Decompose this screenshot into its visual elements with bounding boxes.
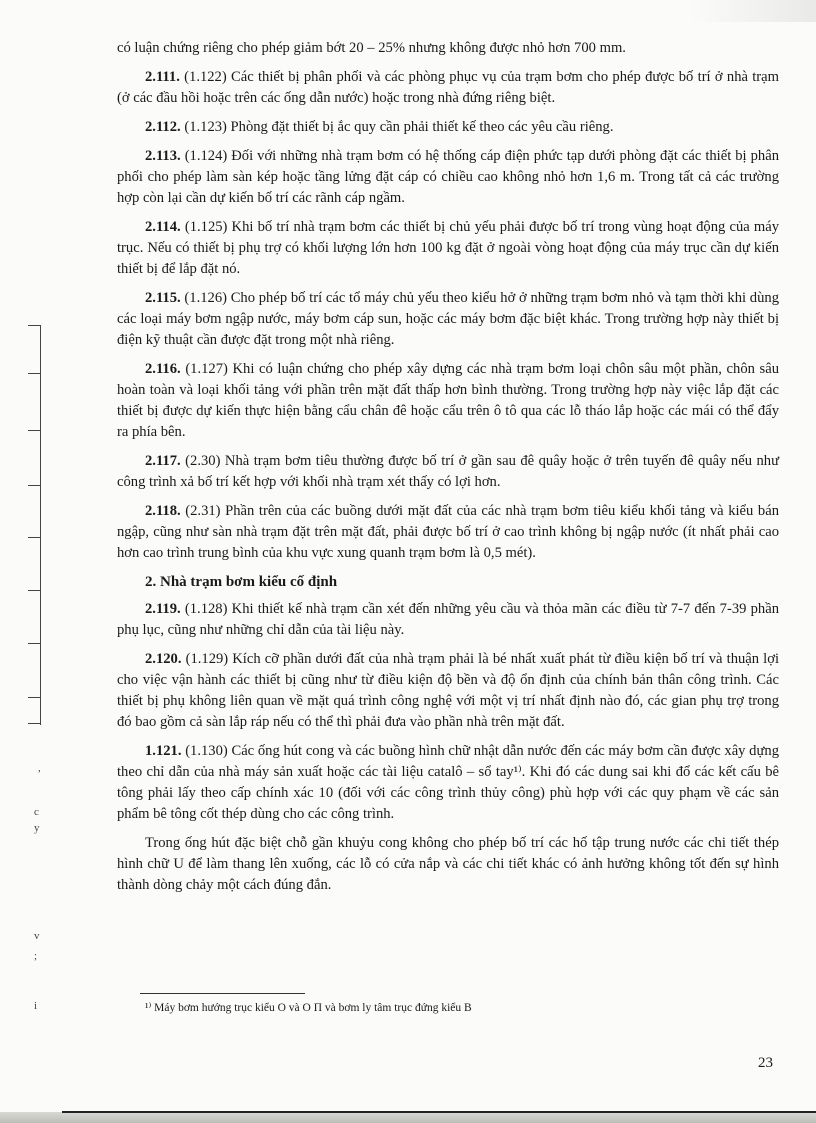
binding-marks	[28, 325, 42, 725]
paragraph: 2.119. (1.128) Khi thiết kế nhà trạm cần xét đến những yêu cầu và thỏa mãn các điều từ 7-7 đến 7-39 phần phụ lục, cũng như những chỉ dẫn của tài liệu này.	[117, 601, 779, 638]
clause-number: 2.119.	[145, 601, 181, 617]
scan-bottom-edge	[0, 1112, 816, 1123]
clause-number: 2.113.	[145, 148, 181, 164]
clause-number: 2.116.	[145, 361, 181, 377]
clause-number: 2.112.	[145, 119, 181, 135]
paragraph: Trong ống hút đặc biệt chỗ gần khuỷu cong không cho phép bố trí các hố tập trung nước các chi tiết thép hình chữ U để làm thang lên xuống, các lỗ có cửa nắp và các chi tiết khác có ảnh hưởng không tốt đến sự hình thành dòng chảy một cách đúng đắn.	[117, 835, 779, 893]
paragraph: 2.117. (2.30) Nhà trạm bơm tiêu thường được bố trí ở gần sau đê quây hoặc ở trên tuyến đê quây nếu như công trình xả bố trí kết hợp với khối nhà trạm xét thấy có lợi hơn.	[117, 453, 779, 490]
document-body	[117, 38, 779, 904]
scan-smudge	[690, 0, 816, 22]
paragraph: 2.116. (1.127) Khi có luận chứng cho phép xây dựng các nhà trạm bơm loại chôn sâu một phần, chôn sâu hoàn toàn và loại khối tảng với phần trên mặt đất thấp hơn bình thường. Trong trường hợp này việc lắp đặt các thiết bị được dự kiến thực hiện bằng cẩu chân đê hoặc cẩu trên ô tô qua các lỗ tháo lắp hoặc các mái có thể đẩy ra phía bên.	[117, 361, 779, 440]
margin-mark: y	[34, 822, 40, 834]
margin-mark: i	[34, 1000, 38, 1012]
margin-mark: ,	[38, 762, 41, 774]
margin-mark: c	[34, 806, 39, 818]
margin-mark: ;	[34, 950, 38, 962]
clause-number: 2.114.	[145, 219, 181, 235]
paragraph: 2.113. (1.124) Đối với những nhà trạm bơm có hệ thống cáp điện phức tạp dưới phòng đặt các thiết bị phân phối cho phép làm sàn kép hoặc tầng lửng đặt cáp có chiều cao không nhỏ hơn 1,6 m. Trong tất cả các trường hợp còn lại cần dự kiến bố trí các rãnh cáp ngầm.	[117, 148, 779, 206]
paragraph: 2.112. (1.123) Phòng đặt thiết bị ắc quy cần phải thiết kế theo các yêu cầu riêng.	[145, 119, 614, 135]
clause-number: 2.120.	[145, 651, 182, 667]
clause-number: 2.111.	[145, 69, 180, 85]
paragraph: 2.114. (1.125) Khi bố trí nhà trạm bơm các thiết bị chủ yếu phải được bố trí trong vùng hoạt động của máy trục. Nếu có thiết bị phụ trợ có khối lượng lớn hơn 100 kg đặt ở ngoài vòng hoạt động của máy trục cần dự kiến thiết bị để lắp đặt nó.	[117, 219, 779, 277]
paragraph: 2.118. (2.31) Phần trên của các buồng dưới mặt đất của các nhà trạm bơm tiêu kiểu khối tảng và kiểu bán ngập, cũng như sàn nhà trạm đặt trên mặt đất, phải được bố trí ở cao trình không bị ngập nước (ít nhất phải cao hơn cao trình trung bình của khu vực xung quanh trạm bơm là 0,5 mét).	[117, 503, 779, 561]
footnote-rule	[140, 993, 305, 994]
paragraph: 2.120. (1.129) Kích cỡ phần dưới đất của nhà trạm phải là bé nhất xuất phát từ điều kiện bố trí và thuận lợi cho việc vận hành các thiết bị cũng như từ điều kiện độ bền và độ ổn định của chính bản thân công trình. Các thiết bị phụ không liên quan về mặt quá trình công nghệ với một vị trí nhất định nào đó, các gian phụ trợ trong đó bao gồm cả sàn lắp ráp nếu có thể thì phải đưa vào phần nhà trên mặt đất.	[117, 651, 779, 730]
clause-number: 2.118.	[145, 503, 181, 519]
clause-number: 2.115.	[145, 290, 181, 306]
paragraph: 2.111. (1.122) Các thiết bị phân phối và các phòng phục vụ của trạm bơm cho phép được bố trí ở nhà trạm (ở các đầu hồi hoặc trên các ống dẫn nước) hoặc trong nhà đứng riêng biệt.	[117, 69, 779, 106]
paragraph: 1.121. (1.130) Các ống hút cong và các buồng hình chữ nhật dẫn nước đến các máy bơm cần được xây dựng theo chỉ dẫn của nhà máy sản xuất hoặc các tài liệu catalô – sổ tay¹⁾. Khi đó các dung sai khi đổ các kết cấu bê tông phải lấy theo cấp chính xác 10 (đối với các công trình thủy công) phù hợp với các quy phạm về các sản phẩm bê tông cốt thép dùng cho các công trình.	[117, 743, 779, 822]
paragraph: 2.115. (1.126) Cho phép bố trí các tổ máy chủ yếu theo kiểu hở ở những trạm bơm nhỏ và tạm thời khi dùng các loại máy bơm ngập nước, máy bơm cáp sun, hoặc các máy bơm đặc biệt khác. Trong trường hợp này thiết bị điện kỹ thuật cần được đặt trong một nhà riêng.	[117, 290, 779, 348]
clause-number: 1.121.	[145, 743, 182, 759]
page-number: 23	[758, 1055, 773, 1071]
paragraph: có luận chứng riêng cho phép giảm bớt 20 – 25% nhưng không được nhỏ hơn 700 mm.	[117, 40, 626, 56]
margin-mark: v	[34, 930, 40, 942]
clause-number: 2.117.	[145, 453, 181, 469]
bottom-rule	[62, 1111, 816, 1113]
footnote: ¹⁾ Máy bơm hướng trục kiểu O và O Π và bơm ly tâm trục đứng kiểu B	[145, 1002, 472, 1014]
section-heading: 2. Nhà trạm bơm kiểu cố định	[145, 574, 338, 590]
